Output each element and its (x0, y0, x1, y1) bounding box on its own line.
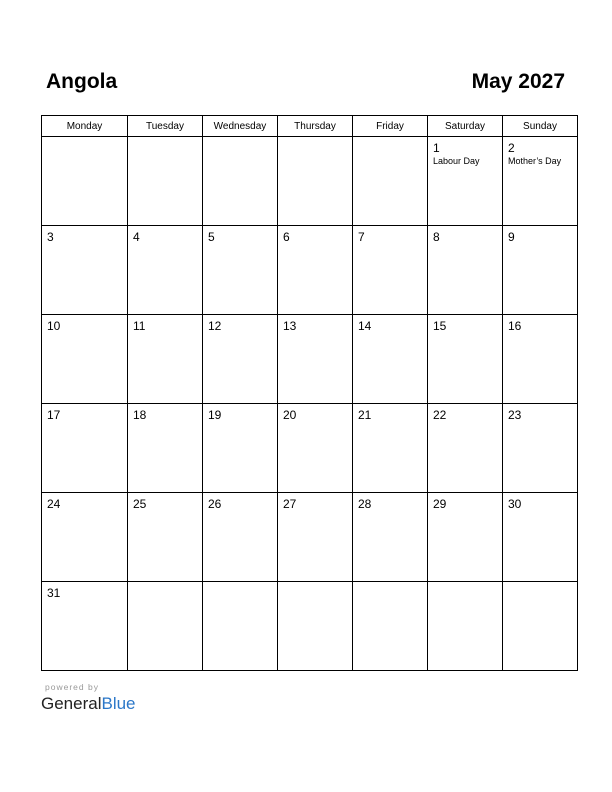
weekday-header: Monday (42, 116, 128, 137)
day-cell (128, 493, 203, 582)
weekday-header: Thursday (278, 116, 353, 137)
week-row (42, 404, 578, 493)
logo-text-general: General (41, 694, 102, 713)
day-cell (203, 404, 278, 493)
generalblue-logo[interactable] (41, 694, 136, 714)
day-cell (203, 226, 278, 315)
day-number: 14 (358, 319, 372, 333)
day-number (203, 582, 277, 586)
day-number: 9 (508, 230, 515, 244)
country-title: Angola (46, 70, 118, 93)
day-number (128, 582, 202, 586)
day-cell (42, 226, 128, 315)
holiday-label (203, 141, 277, 142)
day-cell (353, 315, 428, 404)
weekday-header: Saturday (428, 116, 503, 137)
day-cell (503, 493, 578, 582)
day-number: 13 (283, 319, 297, 333)
day-number: 12 (208, 319, 222, 333)
day-cell (128, 137, 203, 226)
day-cell (353, 226, 428, 315)
day-number: 10 (47, 319, 61, 333)
weekday-header-row (42, 116, 578, 137)
holiday-label (278, 141, 352, 142)
day-cell (203, 315, 278, 404)
day-number: 21 (358, 408, 372, 422)
week-row (42, 137, 578, 226)
day-cell (128, 582, 203, 671)
day-cell (278, 493, 353, 582)
day-number: 24 (47, 497, 61, 511)
day-cell (203, 493, 278, 582)
day-cell (503, 137, 578, 226)
day-number: 30 (508, 497, 522, 511)
day-number: 20 (283, 408, 297, 422)
day-cell (42, 582, 128, 671)
weekday-header: Tuesday (128, 116, 203, 137)
day-number: 5 (208, 230, 215, 244)
day-number: 2 (508, 141, 515, 155)
day-number: 16 (508, 319, 522, 333)
day-number: 18 (133, 408, 147, 422)
holiday-label (42, 141, 127, 142)
powered-by-label: powered by (45, 682, 99, 692)
week-row (42, 226, 578, 315)
day-cell (278, 315, 353, 404)
day-cell (428, 137, 503, 226)
day-cell (428, 226, 503, 315)
day-cell (353, 404, 428, 493)
day-number: 3 (47, 230, 54, 244)
day-cell (278, 404, 353, 493)
weekday-header: Sunday (503, 116, 578, 137)
holiday-label (353, 141, 427, 142)
day-number: 6 (283, 230, 290, 244)
day-cell (42, 315, 128, 404)
week-row (42, 315, 578, 404)
day-number: 29 (433, 497, 447, 511)
day-cell (128, 226, 203, 315)
day-number: 1 (433, 141, 440, 155)
day-number: 8 (433, 230, 440, 244)
day-cell (278, 582, 353, 671)
day-cell (128, 315, 203, 404)
day-number: 25 (133, 497, 147, 511)
day-number: 28 (358, 497, 372, 511)
weekday-header: Friday (353, 116, 428, 137)
day-cell (353, 137, 428, 226)
day-number: 17 (47, 408, 61, 422)
day-cell (353, 582, 428, 671)
holiday-label: Mother’s Day (508, 156, 562, 166)
day-cell (128, 404, 203, 493)
day-cell (428, 315, 503, 404)
day-cell (203, 137, 278, 226)
logo-text-blue: Blue (101, 694, 136, 713)
day-cell (278, 226, 353, 315)
day-cell (503, 315, 578, 404)
day-cell (42, 493, 128, 582)
day-number: 15 (433, 319, 447, 333)
week-row (42, 582, 578, 671)
day-number: 23 (508, 408, 522, 422)
day-cell (278, 137, 353, 226)
day-cell (428, 404, 503, 493)
holiday-label (128, 141, 202, 142)
day-number: 7 (358, 230, 365, 244)
month-year-title: May 2027 (471, 70, 565, 93)
day-number (278, 582, 352, 586)
day-cell (42, 137, 128, 226)
day-number: 4 (133, 230, 140, 244)
day-cell (503, 404, 578, 493)
day-number: 31 (47, 586, 61, 600)
day-cell (503, 226, 578, 315)
day-number (353, 582, 427, 586)
day-cell (503, 582, 578, 671)
day-number: 22 (433, 408, 447, 422)
day-number (503, 582, 577, 586)
day-number: 26 (208, 497, 222, 511)
holiday-label: Labour Day (433, 156, 480, 166)
week-row (42, 493, 578, 582)
day-cell (353, 493, 428, 582)
day-number: 19 (208, 408, 222, 422)
day-cell (42, 404, 128, 493)
day-cell (203, 582, 278, 671)
calendar-grid (41, 115, 578, 671)
day-cell (428, 493, 503, 582)
day-number (428, 582, 502, 586)
weekday-header: Wednesday (203, 116, 278, 137)
day-cell (428, 582, 503, 671)
day-number: 11 (133, 319, 146, 333)
day-number: 27 (283, 497, 297, 511)
